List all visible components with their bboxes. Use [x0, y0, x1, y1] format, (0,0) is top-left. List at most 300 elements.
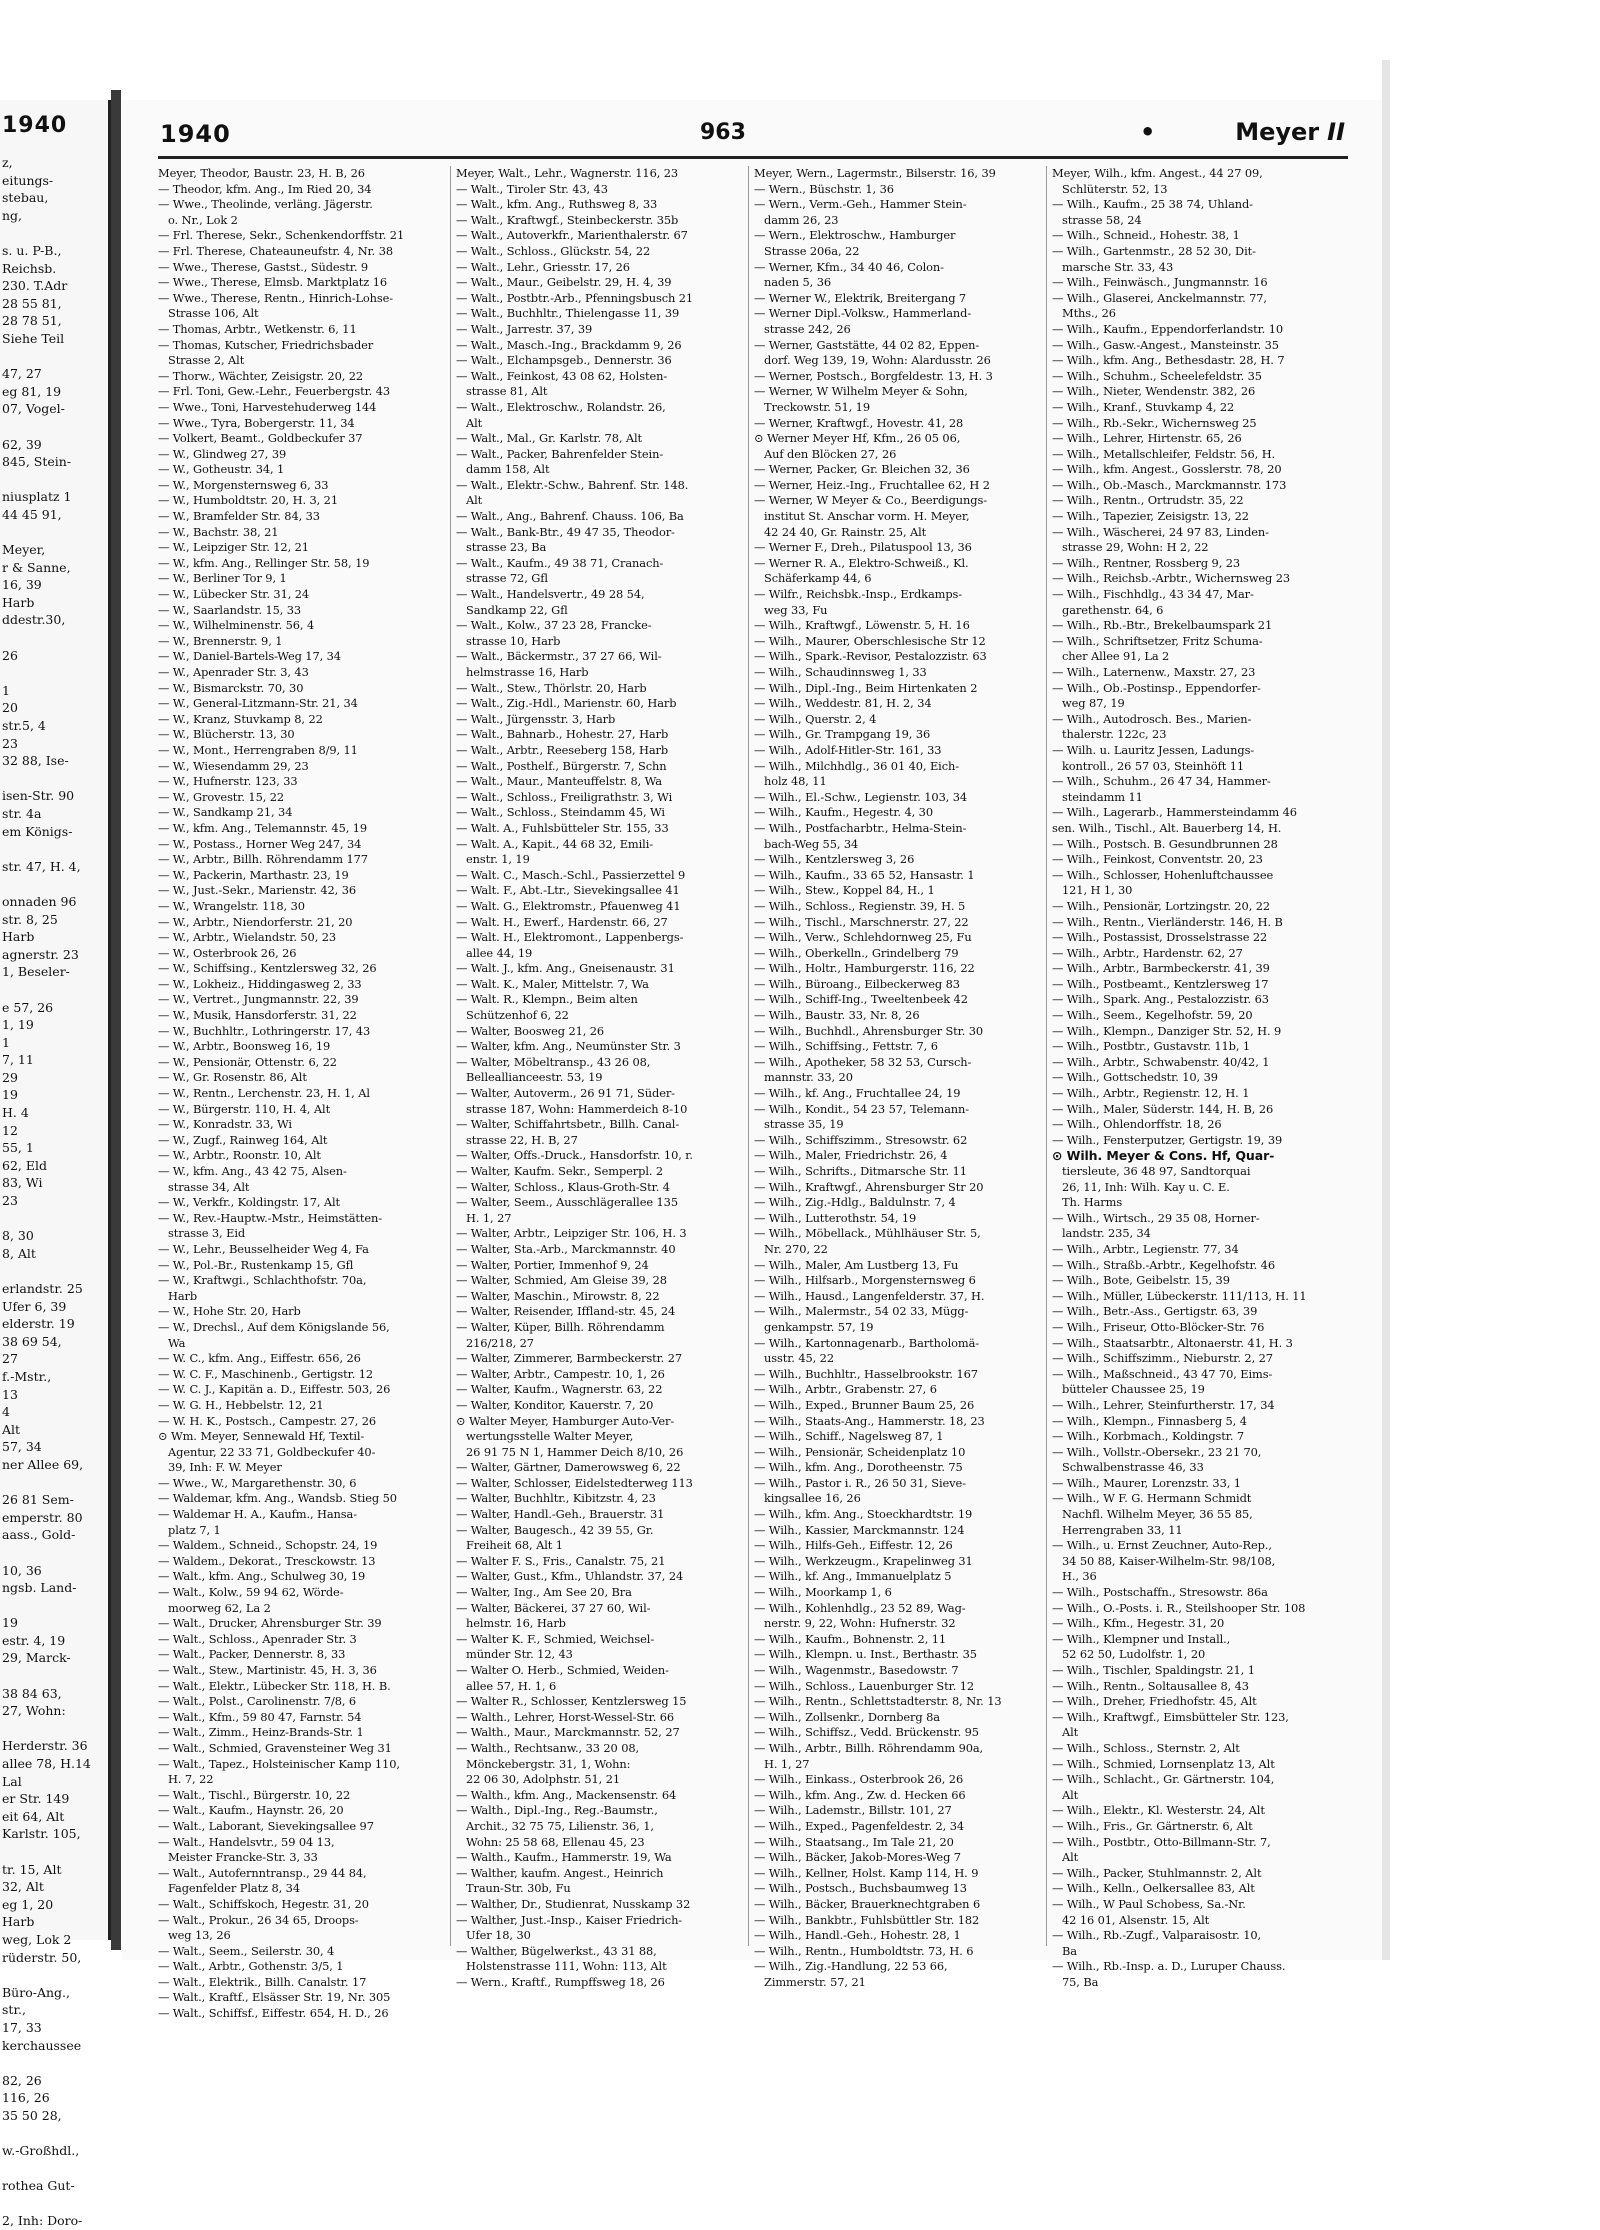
- directory-entry-line: — Wilh., Einkass., Osterbrook 26, 26: [754, 1772, 964, 1787]
- directory-entry-line: — Werner, W Wilhelm Meyer & Sohn,: [754, 384, 968, 399]
- directory-entry-line: — Wilh., Schneid., Hohestr. 38, 1: [1052, 228, 1240, 243]
- left-page-line: 47, 27: [2, 366, 42, 382]
- left-page-line: f.-Mstr.,: [2, 1368, 52, 1384]
- left-page-line: Harb: [2, 929, 35, 945]
- left-page-line: [0, 2160, 108, 2178]
- left-page-line: ner Allee 69,: [2, 1456, 84, 1472]
- directory-entry-line: — Wilh., Maler, Süderstr. 144, H. B, 26: [1052, 1101, 1274, 1116]
- directory-entry-line: — Wilh., Postbtr., Gustavstr. 11b, 1: [1052, 1039, 1251, 1054]
- left-page-line: 57, 34: [2, 1439, 42, 1455]
- directory-entry-line: o. Nr., Lok 2: [168, 212, 238, 227]
- directory-entry-line: — Wilh., Rentner, Rossberg 9, 23: [1052, 555, 1241, 570]
- directory-entry-line: — Walt. A., Fuhlsbütteler Str. 155, 33: [456, 820, 669, 835]
- left-page-line: str. 47, H. 4,: [2, 858, 81, 874]
- directory-entry-line: strasse 35, 19: [764, 1117, 844, 1132]
- directory-entry-line: — Walter K. F., Schmied, Weichsel-: [456, 1631, 655, 1646]
- directory-entry-line: landstr. 235, 34: [1062, 1226, 1151, 1241]
- column-1: [158, 166, 444, 2021]
- directory-entry-line: Fagenfelder Platz 8, 34: [168, 1881, 300, 1896]
- directory-entry-line: — W., Lübecker Str. 31, 24: [158, 587, 310, 602]
- directory-entry-line: — Walter, Schloss., Klaus-Groth-Str. 4: [456, 1179, 670, 1194]
- left-page-line: eg 81, 19: [2, 383, 62, 399]
- directory-entry-line: — Wilh., Postassist, Drosselstrasse 22: [1052, 930, 1268, 945]
- left-page-line: Alt: [2, 1421, 21, 1437]
- directory-entry-line: kingsallee 16, 26: [764, 1491, 861, 1506]
- directory-entry-line: — Walt., Maur., Manteuffelstr. 8, Wa: [456, 774, 662, 789]
- left-page-line: 7, 11: [2, 1052, 34, 1068]
- directory-entry-line: helmstrasse 16, Harb: [466, 665, 589, 679]
- directory-entry-line: — Walt., Seem., Seilerstr. 30, 4: [158, 1943, 335, 1958]
- directory-entry-line: — Walter, Küper, Billh. Röhrendamm: [456, 1319, 665, 1334]
- directory-entry-line: — Walt., Mal., Gr. Karlstr. 78, Alt: [456, 431, 643, 446]
- directory-entry-line: 75, Ba: [1062, 1974, 1099, 1989]
- directory-entry-line: münder Str. 12, 43: [466, 1647, 573, 1662]
- directory-entry-line: 26 91 75 N 1, Hammer Deich 8/10, 26: [466, 1444, 684, 1459]
- directory-entry-line: — Walther, kaufm. Angest., Heinrich: [456, 1865, 664, 1880]
- directory-entry-line: — Wilh., Maßschneid., 43 47 70, Eims-: [1052, 1366, 1273, 1381]
- directory-entry-line: — Wilh., Arbtr., Barmbeckerstr. 41, 39: [1052, 961, 1270, 976]
- directory-entry-line: — Walt. G., Elektromstr., Pfauenweg 41: [456, 898, 681, 913]
- left-page-line: rüderstr. 50,: [2, 1949, 82, 1965]
- directory-entry-line: — W., Daniel-Bartels-Weg 17, 34: [158, 649, 341, 664]
- directory-entry-line: — Wilh., Tischler, Spaldingstr. 21, 1: [1052, 1663, 1255, 1677]
- left-page-line: 27, Wohn:: [2, 1703, 66, 1719]
- directory-entry-line: — W., Wiesendamm 29, 23: [158, 758, 309, 773]
- directory-entry-line: Holstenstrasse 111, Wohn: 113, Alt: [466, 1959, 667, 1974]
- directory-entry-line: H. 7, 22: [168, 1772, 214, 1787]
- directory-entry-line: — Wilh., Buchhdl., Ahrensburger Str. 30: [754, 1023, 984, 1038]
- directory-entry-line: — Wern., Büschstr. 1, 36: [754, 181, 894, 196]
- directory-entry-line: — Wilh., Holtr., Hamburgerstr. 116, 22: [754, 961, 975, 976]
- directory-entry-line: — Wilh., Rentn., Ortrudstr. 35, 22: [1052, 493, 1244, 508]
- directory-entry-line: — Wilh., Postbeamt., Kentzlersweg 17: [1052, 976, 1269, 991]
- directory-entry-line: — Walt., Jürgensstr. 3, Harb: [456, 711, 616, 726]
- directory-entry-line: Schwalbenstrasse 46, 33: [1062, 1460, 1204, 1475]
- directory-entry-line: — Werner R. A., Elektro-Schweiß., Kl.: [754, 555, 969, 570]
- column-separator: [450, 166, 451, 1946]
- left-page-line: 230. T.Adr: [2, 278, 68, 294]
- directory-entry-line: — Walter, Zimmerer, Barmbeckerstr. 27: [456, 1351, 682, 1366]
- directory-entry-line: — W., Drechsl., Auf dem Königslande 56,: [158, 1319, 390, 1334]
- directory-entry-line: 22 06 30, Adolphstr. 51, 21: [466, 1772, 620, 1787]
- directory-entry-line: Wohn: 25 58 68, Ellenau 45, 23: [466, 1834, 645, 1849]
- directory-entry-line: — Walt., Schiffskoch, Hegestr. 31, 20: [158, 1896, 369, 1911]
- directory-entry-line: — Wilh., Rentn., Vierländerstr. 146, H. B: [1052, 914, 1283, 929]
- directory-entry-line: — Walt. J., kfm. Ang., Gneisenaustr. 31: [456, 961, 675, 976]
- directory-entry-line: 121, H 1, 30: [1062, 883, 1133, 898]
- directory-entry-line: — Werner F., Dreh., Pilatuspool 13, 36: [754, 540, 972, 555]
- left-page-line: allee 78, H.14: [2, 1756, 91, 1772]
- directory-entry-line: — Walth., Lehrer, Horst-Wessel-Str. 66: [456, 1709, 675, 1724]
- directory-entry-line: — Wilh., El.-Schw., Legienstr. 103, 34: [754, 789, 968, 804]
- directory-entry-line: — Walt., Bank-Btr., 49 47 35, Theodor-: [456, 524, 675, 539]
- directory-entry-line: — Wilh., Kraftwgf., Löwenstr. 5, H. 16: [754, 618, 970, 633]
- directory-entry-line: — Wilh., Schlosser, Hohenluftchaussee: [1052, 867, 1274, 882]
- directory-entry-line: — Wilh., u. Ernst Zeuchner, Auto-Rep.,: [1052, 1538, 1272, 1553]
- directory-entry-line: — Wwe., Therese, Rentn., Hinrich-Lohse-: [158, 290, 394, 305]
- directory-entry-line: — Walth., Maur., Marckmannstr. 52, 27: [456, 1725, 680, 1740]
- directory-entry-line: — Walt., Zig.-Hdl., Marienstr. 60, Harb: [456, 696, 677, 711]
- directory-entry-line: — Wilh., Schloss., Regienstr. 39, H. 5: [754, 898, 966, 913]
- directory-entry-line: — Walt. R., Klempn., Beim alten: [456, 992, 638, 1007]
- left-page-line: Meyer,: [2, 542, 46, 558]
- left-page-line: 20: [2, 700, 18, 716]
- directory-entry-line: — Wilh., Arbtr., Grabenstr. 27, 6: [754, 1382, 937, 1397]
- directory-entry-line: Agentur, 22 33 71, Goldbeckufer 40-: [168, 1444, 376, 1459]
- directory-entry-line: ⊙ Wilh. Meyer & Cons. Hf, Quar-: [1052, 1148, 1275, 1164]
- directory-entry-line: — Wilh., Hilfs-Geh., Eiffestr. 12, 26: [754, 1538, 953, 1553]
- directory-entry-line: — Walt., Ang., Bahrenf. Chauss. 106, Ba: [456, 509, 684, 524]
- directory-entry-line: strasse 58, 24: [1062, 212, 1142, 227]
- directory-entry-line: marsche Str. 33, 43: [1062, 259, 1174, 274]
- left-page-line: 26: [2, 647, 18, 663]
- directory-entry-line: damm 26, 23: [764, 212, 839, 227]
- left-page-line: 1: [2, 682, 10, 698]
- left-page-line: 28 55 81,: [2, 295, 62, 311]
- directory-entry-line: — Werner, Postsch., Borgfeldestr. 13, H. 3: [754, 368, 993, 383]
- directory-entry-line: — Wilh., kfm. Ang., Bethesdastr. 28, H. 7: [1052, 353, 1285, 368]
- directory-entry-line: — Wilh., kf. Ang., Immanuelplatz 5: [754, 1569, 952, 1584]
- directory-entry-line: — Wilh., Schlacht., Gr. Gärtnerstr. 104,: [1052, 1772, 1275, 1787]
- directory-entry-line: — Walter, Schlosser, Eidelstedterweg 113: [456, 1475, 693, 1490]
- directory-entry-line: — Walter, Buchhltr., Kibitzstr. 4, 23: [456, 1491, 656, 1506]
- directory-entry-line: — W., Lokheiz., Hiddingasweg 2, 33: [158, 976, 362, 991]
- directory-entry-line: enstr. 1, 19: [466, 852, 530, 867]
- left-page-line: str.5, 4: [2, 718, 46, 733]
- left-page-line: str. 8, 25: [2, 911, 58, 927]
- directory-entry-line: — W., Konradstr. 33, Wi: [158, 1117, 292, 1132]
- directory-entry-line: — Walt., Laborant, Sievekingsallee 97: [158, 1818, 374, 1833]
- left-page-fragment: [0, 100, 111, 2229]
- directory-entry-line: — Walt., Maur., Geibelstr. 29, H. 4, 39: [456, 275, 672, 290]
- directory-entry-line: — W., Gotheustr. 34, 1: [158, 462, 285, 477]
- directory-entry-line: — W., Lehr., Beusselheider Weg 4, Fa: [158, 1241, 369, 1256]
- column-separator: [748, 166, 749, 1946]
- directory-entry-line: strasse 23, Ba: [466, 540, 547, 555]
- directory-entry-line: — Wilh., Gasw.-Angest., Mansteinstr. 35: [1052, 337, 1279, 352]
- directory-entry-line: — Wwe., Toni, Harvestehuderweg 144: [158, 399, 377, 414]
- directory-entry-line: Treckowstr. 51, 19: [764, 399, 870, 414]
- directory-entry-line: — Wilh., Werkzeugm., Krapelinweg 31: [754, 1553, 973, 1568]
- directory-entry-line: — Wilh., Malermstr., 54 02 33, Mügg-: [754, 1304, 969, 1319]
- directory-entry-line: — W., Arbtr., Niendorferstr. 21, 20: [158, 914, 353, 929]
- directory-entry-line: — W., Blücherstr. 13, 30: [158, 727, 295, 742]
- directory-entry-line: — Walt., Elektrik., Billh. Canalstr. 17: [158, 1974, 367, 1989]
- directory-entry-line: — W., Grovestr. 15, 22: [158, 789, 285, 804]
- directory-entry-line: strasse 3, Eid: [168, 1226, 246, 1241]
- directory-entry-line: — W., Hufnerstr. 123, 33: [158, 774, 298, 789]
- left-page-line: 38 84 63,: [2, 1685, 62, 1701]
- left-page-line: r & Sanne,: [2, 559, 71, 575]
- left-page-line: [0, 1544, 108, 1562]
- directory-entry-line: — Thomas, Kutscher, Friedrichsbader: [158, 337, 374, 352]
- directory-entry-line: — Walt., Packer, Dennerstr. 8, 33: [158, 1647, 346, 1662]
- directory-entry-line: — Werner, Kfm., 34 40 46, Colon-: [754, 259, 944, 274]
- left-page-line: eitungs-: [2, 172, 54, 188]
- directory-entry-line: — Wilh., Gottschedstr. 10, 39: [1052, 1070, 1218, 1085]
- directory-entry-line: — Wilh., Friseur, Otto-Blöcker-Str. 76: [1052, 1319, 1265, 1334]
- directory-entry-line: — Walt., kfm. Ang., Schulweg 30, 19: [158, 1569, 366, 1584]
- directory-entry-line: Alt: [1062, 1725, 1079, 1740]
- directory-entry-line: wertungsstelle Walter Meyer,: [466, 1429, 634, 1444]
- directory-entry-line: — Wwe., Therese, Elmsb. Marktplatz 16: [158, 275, 387, 290]
- left-page-line: 29, Marck-: [2, 1650, 71, 1666]
- directory-entry-line: — Wilh., Schriftsetzer, Fritz Schuma-: [1052, 633, 1263, 648]
- directory-entry-line: — Walt. C., Masch.-Schl., Passierzettel 9: [456, 867, 686, 882]
- directory-entry-line: — Wilh., Schloss., Sternstr. 2, Alt: [1052, 1740, 1240, 1755]
- directory-entry-line: — Walt., Kolw., 59 94 62, Wörde-: [158, 1585, 344, 1600]
- left-page-line: str. 4a: [2, 805, 42, 821]
- left-page-line: weg, Lok 2: [2, 1931, 72, 1947]
- left-page-line: 1, Beseler-: [2, 964, 70, 980]
- directory-entry-line: — Wilh., Kfm., Hegestr. 31, 20: [1052, 1616, 1225, 1631]
- directory-entry-line: — Wilh. u. Lauritz Jessen, Ladungs-: [1052, 742, 1255, 757]
- directory-entry-line: — Wwe., Tyra, Bobergerstr. 11, 34: [158, 415, 355, 430]
- directory-entry-line: — Walt., Arbtr., Gothenstr. 3/5, 1: [158, 1959, 344, 1974]
- directory-entry-line: Mths., 26: [1062, 306, 1116, 321]
- directory-entry-line: — Wilh., Kohlenhdlg., 23 52 89, Wag-: [754, 1600, 966, 1615]
- directory-entry-line: 42 16 01, Alsenstr. 15, Alt: [1062, 1912, 1210, 1927]
- directory-entry-line: — Walter, Seem., Ausschlägerallee 135: [456, 1195, 678, 1210]
- left-page-line: ngsb. Land-: [2, 1580, 77, 1596]
- directory-entry-line: H., 36: [1062, 1569, 1097, 1584]
- directory-entry-line: — Wilh., Staatsarbtr., Altonaerstr. 41, H. 3: [1052, 1335, 1293, 1350]
- left-page-line: emperstr. 80: [2, 1509, 83, 1525]
- directory-entry-line: steindamm 11: [1062, 789, 1143, 804]
- directory-page: [122, 100, 1382, 2021]
- directory-entry-line: moorweg 62, La 2: [168, 1600, 271, 1615]
- directory-entry-line: — Walt., Elektr., Lübecker Str. 118, H. B.: [158, 1678, 391, 1693]
- directory-entry-line: — Walter, Arbtr., Leipziger Str. 106, H. 3: [456, 1226, 687, 1241]
- left-page-line: Büro-Ang.,: [2, 1984, 70, 2000]
- directory-entry-line: — Wilh., Arbtr., Legienstr. 77, 34: [1052, 1241, 1239, 1256]
- directory-entry-line: Ufer 18, 30: [466, 1928, 531, 1943]
- left-page-line: 13: [2, 1386, 18, 1402]
- directory-entry-line: — W., Humboldtstr. 20, H. 3, 21: [158, 493, 338, 508]
- directory-entry-line: damm 158, Alt: [466, 462, 550, 477]
- directory-entry-line: naden 5, 36: [764, 275, 831, 290]
- left-page-line: [0, 2195, 108, 2213]
- directory-entry-line: — Wilh., Spark.-Revisor, Pestalozzistr. 63: [754, 649, 987, 664]
- left-page-line: [0, 629, 108, 647]
- directory-entry-line: — Wern., Kraftf., Rumpffsweg 18, 26: [456, 1974, 665, 1989]
- column-2: [456, 166, 742, 1989]
- directory-entry-line: — Walt., Kolw., 37 23 28, Francke-: [456, 618, 652, 633]
- left-page-line: 32 88, Ise-: [2, 753, 69, 769]
- left-page-line: 116, 26: [2, 2090, 50, 2106]
- directory-entry-line: — Wilh., Zollsenkr., Dornberg 8a: [754, 1709, 940, 1724]
- directory-entry-line: — Werner, Heiz.-Ing., Fruchtallee 62, H 2: [754, 477, 990, 492]
- directory-entry-line: — Walt., Autofernntransp., 29 44 84,: [158, 1865, 367, 1880]
- left-page-line: 38 69 54,: [2, 1333, 62, 1349]
- directory-entry-line: Th. Harms: [1062, 1195, 1123, 1210]
- directory-entry-line: — Walt. A., Kapit., 44 68 32, Emili-: [456, 836, 654, 851]
- directory-entry-line: — Walter, Bäckerei, 37 27 60, Wil-: [456, 1600, 651, 1615]
- left-page-line: 1: [2, 1034, 10, 1050]
- left-page-line: 4: [2, 1404, 10, 1420]
- directory-entry-line: — Wilh., Ob.-Masch., Marckmannstr. 173: [1052, 477, 1287, 492]
- directory-entry-line: — Wilh., Pensionär, Lortzingstr. 20, 22: [1052, 898, 1271, 913]
- directory-entry-line: — Wilh., Bote, Geibelstr. 15, 39: [1052, 1273, 1230, 1288]
- directory-entry-line: Meyer, Wern., Lagermstr., Bilserstr. 16, 39: [754, 166, 996, 180]
- directory-entry-line: — W., General-Litzmann-Str. 21, 34: [158, 696, 358, 711]
- directory-entry-line: — Wilh., kfm. Ang., Stoeckhardtstr. 19: [754, 1507, 973, 1522]
- directory-entry-line: Meyer, Theodor, Baustr. 23, H. B, 26: [158, 166, 365, 180]
- directory-entry-line: Alt: [466, 415, 483, 430]
- directory-entry-line: — Wilh., Postsch. B. Gesundbrunnen 28: [1052, 836, 1278, 851]
- directory-entry-line: — Walt., Handelsvertr., 49 28 54,: [456, 587, 645, 602]
- directory-entry-line: — Wern., Verm.-Geh., Hammer Stein-: [754, 197, 967, 212]
- directory-entry-line: 26, 11, Inh: Wilh. Kay u. C. E.: [1062, 1179, 1230, 1194]
- directory-entry-line: — Walter O. Herb., Schmied, Weiden-: [456, 1663, 669, 1677]
- running-name: Meyer: [1235, 118, 1320, 146]
- directory-entry-line: — Volkert, Beamt., Goldbeckufer 37: [158, 431, 363, 446]
- directory-entry-line: Herrengraben 33, 11: [1062, 1522, 1183, 1537]
- page-number: 963: [700, 120, 746, 145]
- left-page-line: Lal: [2, 1773, 22, 1789]
- directory-entry-line: — Wilh., kf. Ang., Fruchtallee 24, 19: [754, 1086, 961, 1101]
- directory-entry-line: — Wilh., Schiff., Nagelsweg 87, 1: [754, 1429, 944, 1444]
- directory-entry-line: — Walt., Jarrestr. 37, 39: [456, 321, 593, 336]
- left-page-line: [0, 875, 108, 893]
- directory-entry-line: — Walter, Kaufm., Wagnerstr. 63, 22: [456, 1382, 663, 1397]
- directory-entry-line: — Walther, Dr., Studienrat, Nusskamp 32: [456, 1896, 691, 1911]
- directory-entry-line: — Walt., Tischl., Bürgerstr. 10, 22: [158, 1787, 351, 1802]
- directory-entry-line: — Walther, Just.-Insp., Kaiser Friedrich-: [456, 1912, 683, 1927]
- directory-entry-line: weg 13, 26: [168, 1928, 231, 1943]
- directory-entry-line: — W., kfm. Ang., Telemannstr. 45, 19: [158, 820, 368, 835]
- left-page-line: [0, 1720, 108, 1738]
- left-page-line: Ufer 6, 39: [2, 1298, 67, 1314]
- directory-entry-line: — Walt., Schloss., Freiligrathstr. 3, Wi: [456, 789, 673, 804]
- directory-entry-line: — W., Zugf., Rainweg 164, Alt: [158, 1132, 328, 1147]
- directory-entry-line: — Wilh., Staats-Ang., Hammerstr. 18, 23: [754, 1413, 985, 1428]
- directory-entry-line: — Wilh., Klempn. u. Inst., Berthastr. 35: [754, 1647, 977, 1662]
- directory-entry-line: — Wwe., Theolinde, verläng. Jägerstr.: [158, 197, 373, 212]
- directory-entry-line: — Walt., Arbtr., Reeseberg 158, Harb: [456, 742, 669, 757]
- left-page-line: [0, 1843, 108, 1861]
- left-page-line: [0, 523, 108, 541]
- directory-entry-line: — Wilh., Schuhm., Scheelefeldstr. 35: [1052, 368, 1262, 383]
- directory-entry-line: — Walt., Kraftf., Elsässer Str. 19, Nr. 305: [158, 1990, 391, 2005]
- left-page-line: 10, 36: [2, 1562, 42, 1578]
- directory-entry-line: — Wilh., Möbellack., Mühlhäuser Str. 5,: [754, 1226, 981, 1241]
- directory-entry-line: — Wilh., kfm. Angest., Gosslerstr. 78, 20: [1052, 462, 1282, 477]
- directory-entry-line: Sandkamp 22, Gfl: [466, 602, 568, 617]
- directory-entry-line: — Wilh., Betr.-Ass., Gertigstr. 63, 39: [1052, 1304, 1258, 1319]
- directory-entry-line: — W. C., kfm. Ang., Eiffestr. 656, 26: [158, 1351, 361, 1366]
- directory-entry-line: — Wilh., Lehrer, Hirtenstr. 65, 26: [1052, 431, 1242, 446]
- left-page-line: estr. 4, 19: [2, 1632, 66, 1648]
- directory-entry-line: — Wilh., Wäscherei, 24 97 83, Linden-: [1052, 524, 1269, 539]
- directory-entry-line: — Wilh., Postschaffn., Stresowstr. 86a: [1052, 1585, 1268, 1600]
- directory-entry-line: — Wilh., Kaufm., Eppendorferlandstr. 10: [1052, 321, 1284, 336]
- directory-entry-line: sen. Wilh., Tischl., Alt. Bauerberg 14, H.: [1052, 820, 1282, 835]
- directory-entry-line: allee 57, H. 1, 6: [466, 1678, 557, 1693]
- directory-entry-line: — Walt. H., Elektromont., Lappenbergs-: [456, 930, 684, 945]
- directory-entry-line: — Wilh., Staatsang., Im Tale 21, 20: [754, 1834, 954, 1849]
- directory-entry-line: — Walter, Autoverm., 26 91 71, Süder-: [456, 1086, 675, 1101]
- directory-entry-line: — W., Wilhelminenstr. 56, 4: [158, 618, 315, 633]
- directory-entry-line: — Walt., Handelsvtr., 59 04 13,: [158, 1834, 335, 1849]
- directory-entry-line: — Wilh., Kranf., Stuvkamp 4, 22: [1052, 399, 1235, 414]
- directory-entry-line: — Walt., Stew., Thörlstr. 20, Harb: [456, 680, 647, 695]
- directory-entry-line: — W., Vertret., Jungmannstr. 22, 39: [158, 992, 359, 1007]
- left-page-line: [0, 348, 108, 366]
- directory-entry-line: — Wilh., W F. G. Hermann Schmidt: [1052, 1491, 1252, 1506]
- directory-entry-line: — Wilh., Kaufm., 33 65 52, Hansastr. 1: [754, 867, 975, 882]
- directory-entry-line: — Wilh., Glaserei, Anckelmannstr. 77,: [1052, 290, 1267, 305]
- directory-entry-line: — Waldem., Dekorat., Tresckowstr. 13: [158, 1553, 376, 1568]
- directory-entry-line: — W., Arbtr., Billh. Röhrendamm 177: [158, 852, 368, 867]
- directory-entry-line: — W., Rev.-Hauptw.-Mstr., Heimstätten-: [158, 1210, 383, 1225]
- directory-entry-line: — W., Brennerstr. 9, 1: [158, 633, 283, 648]
- directory-entry-line: — W., Glindweg 27, 39: [158, 446, 287, 461]
- directory-entry-line: — Walt., Tapez., Holsteinischer Kamp 110,: [158, 1756, 400, 1771]
- directory-entry-line: — Wilh., Reichsb.-Arbtr., Wichernsweg 23: [1052, 571, 1291, 586]
- directory-entry-line: Strasse 106, Alt: [168, 306, 259, 321]
- directory-entry-line: — Wilh., Moorkamp 1, 6: [754, 1585, 892, 1600]
- directory-entry-line: — Walt., Schiffsf., Eiffestr. 654, H. D., 26: [158, 2006, 389, 2021]
- left-page-line: 8, 30: [2, 1228, 34, 1244]
- directory-entry-line: — Walt., Polst., Carolinenstr. 7/8, 6: [158, 1694, 357, 1709]
- directory-entry-line: — Walt., Schloss., Steindamm 45, Wi: [456, 805, 665, 820]
- directory-entry-line: — Wilh., Müller, Lübeckerstr. 111/113, H. 11: [1052, 1288, 1307, 1303]
- directory-entry-line: — Wilh., Postsch., Buchsbaumweg 13: [754, 1881, 967, 1896]
- directory-entry-line: — W., Packerin, Marthastr. 23, 19: [158, 867, 349, 882]
- directory-entry-line: — Wilh., Arbtr., Hardenstr. 62, 27: [1052, 945, 1243, 960]
- directory-entry-line: strasse 10, Harb: [466, 633, 561, 648]
- directory-entry-line: — Wilh., Gartenmstr., 28 52 30, Dit-: [1052, 243, 1256, 258]
- directory-entry-line: — W., Hohe Str. 20, Harb: [158, 1304, 301, 1319]
- directory-entry-line: — Walt., Elektroschw., Rolandstr. 26,: [456, 399, 666, 414]
- directory-entry-line: — Wilh., Kaufm., 25 38 74, Uhland-: [1052, 197, 1253, 212]
- directory-entry-line: — Walter, Boosweg 21, 26: [456, 1023, 605, 1038]
- left-page-line: 44 45 91,: [2, 506, 62, 522]
- directory-entry-line: — Thorw., Wächter, Zeisigstr. 20, 22: [158, 368, 364, 383]
- directory-entry-line: — Walter, Handl.-Geh., Brauerstr. 31: [456, 1507, 665, 1522]
- page-header: [160, 116, 1345, 152]
- directory-entry-line: Alt: [1062, 1787, 1079, 1802]
- directory-entry-line: Zimmerstr. 57, 21: [764, 1974, 866, 1989]
- directory-entry-line: Belleallianceestr. 53, 19: [466, 1070, 603, 1085]
- left-page-line: stebau,: [2, 190, 49, 206]
- directory-entry-line: — Wilh., Handl.-Geh., Hohestr. 28, 1: [754, 1928, 961, 1943]
- directory-entry-line: — Walter, Offs.-Druck., Hansdorfstr. 10, r.: [456, 1148, 693, 1163]
- directory-entry-line: — Wilh., Bäcker, Brauerknechtgraben 6: [754, 1896, 981, 1911]
- directory-entry-line: — Wilh., Fensterputzer, Gertigstr. 19, 39: [1052, 1132, 1283, 1147]
- left-page-line: 55, 1: [2, 1140, 34, 1156]
- directory-entry-line: — Wilh., Autodrosch. Bes., Marien-: [1052, 711, 1252, 726]
- left-page-line: kerchaussee: [2, 2037, 82, 2053]
- directory-entry-line: Strasse 206a, 22: [764, 243, 860, 258]
- directory-entry-line: — Walter, Portier, Immenhof 9, 24: [456, 1257, 649, 1272]
- directory-entry-line: — Walt., Posthelf., Bürgerstr. 7, Schn: [456, 758, 667, 773]
- directory-entry-line: — Waldemar, kfm. Ang., Wandsb. Stieg 50: [158, 1491, 397, 1506]
- directory-entry-line: — Wilh., Stew., Koppel 84, H., 1: [754, 883, 935, 898]
- directory-entry-line: platz 7, 1: [168, 1522, 221, 1537]
- directory-entry-line: — W., Verkfr., Koldingstr. 17, Alt: [158, 1195, 341, 1210]
- directory-entry-line: — Wilh., Pastor i. R., 26 50 31, Sieve-: [754, 1475, 966, 1490]
- directory-entry-line: — Wilh., Kondit., 54 23 57, Telemann-: [754, 1101, 969, 1116]
- directory-entry-line: — Wilh., Adolf-Hitler-Str. 161, 33: [754, 742, 942, 757]
- header-dot: •: [1140, 118, 1156, 146]
- directory-entry-line: usstr. 45, 22: [764, 1351, 834, 1366]
- directory-entry-line: Harb: [168, 1288, 198, 1303]
- directory-entry-line: genkampstr. 57, 19: [764, 1319, 874, 1334]
- left-page-lines: [0, 154, 108, 2230]
- directory-entry-line: — W., kfm. Ang., 43 42 75, Alsen-: [158, 1164, 347, 1178]
